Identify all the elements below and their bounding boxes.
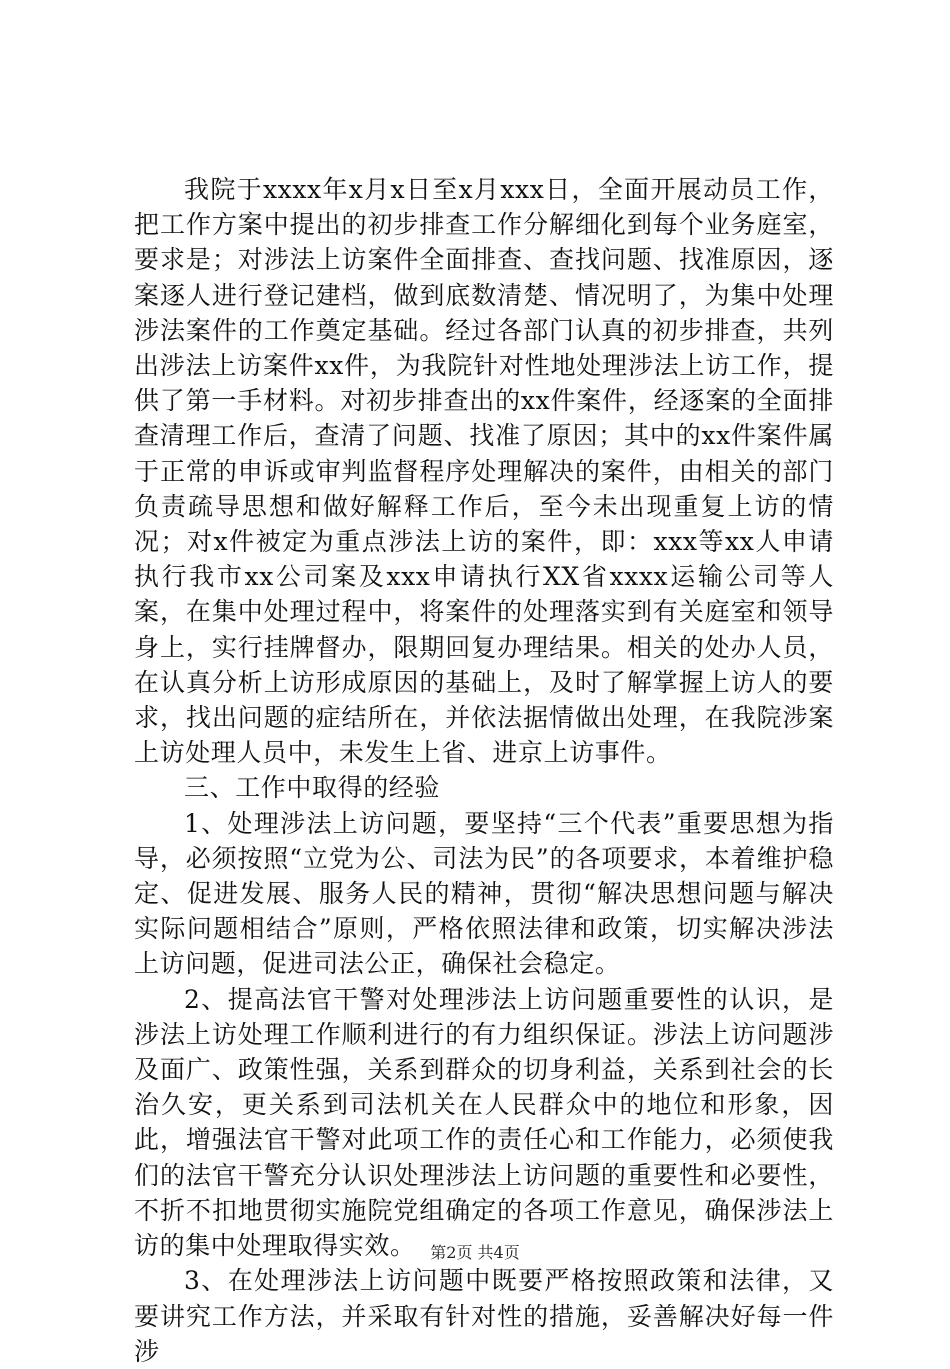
- paragraph-experience-2: 2、提高法官干警对处理涉法上访问题重要性的认识，是涉法上访处理工作顺利进行的有力组织保证。涉法上访问题涉及面广、政策性强，关系到群众的切身利益，关系到社会的长治久安，更关系到司法机关在人民群众中的地位和形象，因此，增强法官干警对此项工作的责任心和工作能力，必须使我们的法官干警充分认识处理涉法上访问题的重要性和必要性，不折不扣地贯彻实施院党组确定的各项工作意见，确保涉法上访的集中处理取得实效。: [134, 984, 834, 1261]
- page-footer: 第2页 共4页: [430, 1243, 520, 1262]
- paragraph-experience-3: 3、在处理涉法上访问题中既要严格按照政策和法律，又要讲究工作方法，并采取有针对性的措施，妥善解决好每一件涉: [134, 1266, 834, 1366]
- paragraph-case-screening: 我院于xxxx年x月x日至x月xxx日，全面开展动员工作，把工作方案中提出的初步排查工作分解细化到每个业务庭室，要求是；对涉法上访案件全面排查、查找问题、找准原因，逐案逐人进行登记建档，做到底数清楚、情况明了，为集中处理涉法案件的工作奠定基础。经过各部门认真的初步排查，共列出涉法上访案件xx件，为我院针对性地处理涉法上访工作，提供了第一手材料。对初步排查出的xx件案件，经逐案的全面排查清理工作后，查清了问题、找准了原因；其中的xx件案件属于正常的申诉或审判监督程序处理解决的案件，由相关的部门负责疏导思想和做好解释工作后，至今未出现重复上访的情况；对x件被定为重点涉法上访的案件，即：xxx等xx人申请执行我市xx公司案及xxx申请执行XX省xxxx运输公司等人案，在集中处理过程中，将案件的处理落实到有关庭室和领导身上，实行挂牌督办，限期回复办理结果。相关的处办人员，在认真分析上访形成原因的基础上，及时了解掌握上访人的要求，找出问题的症结所在，并依法据情做出处理，在我院涉案上访处理人员中，未发生上省、进京上访事件。: [134, 175, 834, 768]
- paragraph-experience-1: 1、处理涉法上访问题，要坚持“三个代表”重要思想为指导，必须按照“立党为公、司法为民”的各项要求，本着维护稳定、促进发展、服务人民的精神，贯彻“解决思想问题与解决实际问题相结合”原则，严格依照法律和政策，切实解决涉法上访问题，促进司法公正，确保社会稳定。: [134, 808, 834, 979]
- section-heading-experience: 三、工作中取得的经验: [184, 773, 441, 803]
- document-body: [134, 172, 834, 1369]
